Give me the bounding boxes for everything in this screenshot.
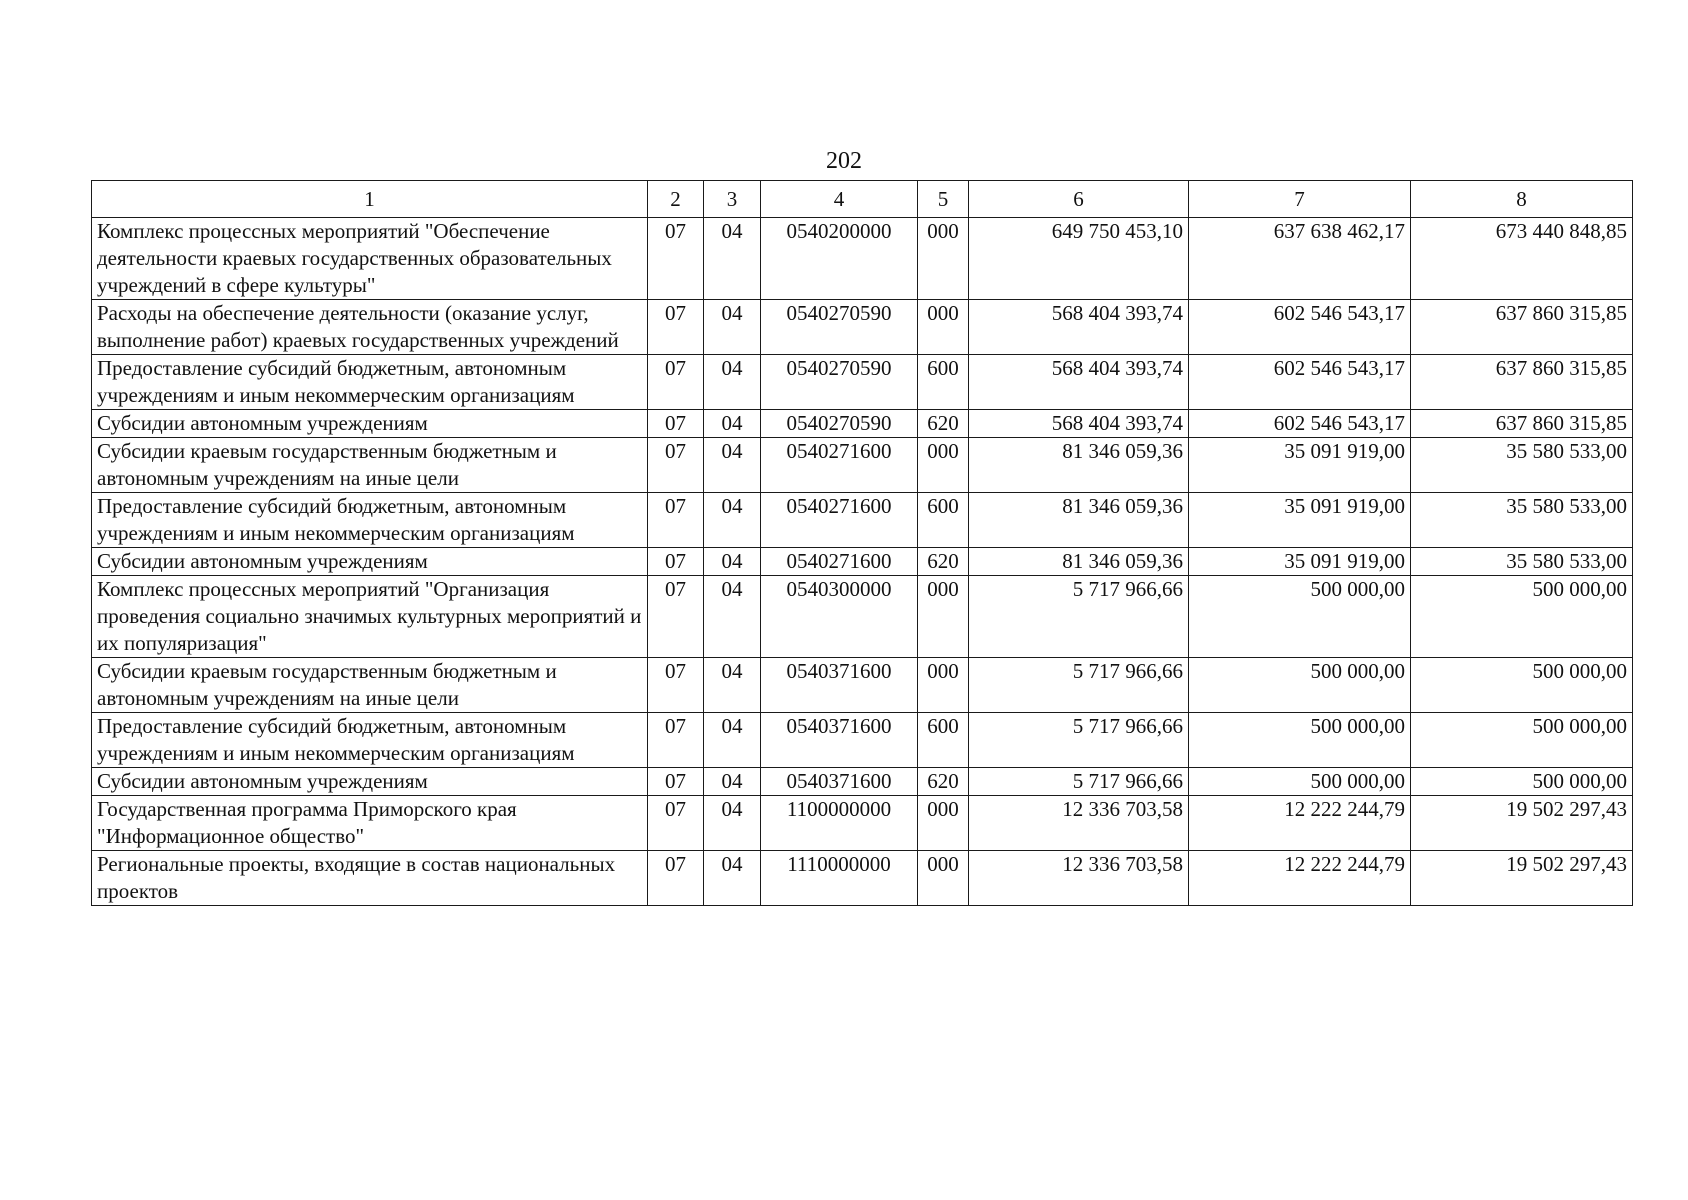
row-expense-type: 620 [918,768,969,796]
table-row [92,438,1633,493]
column-header: 1 [92,181,648,218]
row-amount-6: 568 404 393,74 [969,300,1189,355]
row-subsection: 04 [704,768,761,796]
row-amount-7: 602 546 543,17 [1189,300,1411,355]
row-amount-6: 568 404 393,74 [969,410,1189,438]
table-row [92,548,1633,576]
row-section: 07 [648,713,704,768]
row-subsection: 04 [704,796,761,851]
table-row [92,410,1633,438]
row-amount-8: 35 580 533,00 [1411,438,1633,493]
row-amount-8: 19 502 297,43 [1411,851,1633,906]
column-header: 5 [918,181,969,218]
row-amount-8: 500 000,00 [1411,768,1633,796]
row-section: 07 [648,851,704,906]
row-expense-type: 620 [918,410,969,438]
budget-table [91,180,1633,906]
row-section: 07 [648,768,704,796]
row-amount-6: 81 346 059,36 [969,493,1189,548]
row-amount-8: 673 440 848,85 [1411,218,1633,300]
row-target-code: 0540271600 [761,493,918,548]
row-subsection: 04 [704,713,761,768]
row-name: Субсидии автономным учреждениям [92,768,648,796]
row-amount-6: 5 717 966,66 [969,576,1189,658]
row-amount-8: 637 860 315,85 [1411,355,1633,410]
row-section: 07 [648,493,704,548]
row-expense-type: 600 [918,713,969,768]
row-name: Предоставление субсидий бюджетным, автономным учреждениям и иным некоммерческим организациям [92,355,648,410]
row-section: 07 [648,576,704,658]
table-row [92,576,1633,658]
table-row [92,658,1633,713]
row-amount-7: 602 546 543,17 [1189,355,1411,410]
row-amount-6: 12 336 703,58 [969,851,1189,906]
row-amount-8: 19 502 297,43 [1411,796,1633,851]
row-target-code: 0540300000 [761,576,918,658]
table-row [92,713,1633,768]
row-subsection: 04 [704,548,761,576]
row-amount-8: 500 000,00 [1411,658,1633,713]
row-amount-7: 637 638 462,17 [1189,218,1411,300]
row-target-code: 0540200000 [761,218,918,300]
row-subsection: 04 [704,658,761,713]
row-amount-8: 637 860 315,85 [1411,410,1633,438]
row-name: Субсидии краевым государственным бюджетным и автономным учреждениям на иные цели [92,658,648,713]
row-target-code: 0540371600 [761,658,918,713]
table-row [92,355,1633,410]
row-amount-6: 81 346 059,36 [969,548,1189,576]
row-name: Региональные проекты, входящие в состав национальных проектов [92,851,648,906]
table-row [92,796,1633,851]
column-header: 7 [1189,181,1411,218]
row-amount-6: 5 717 966,66 [969,768,1189,796]
row-amount-6: 12 336 703,58 [969,796,1189,851]
row-amount-7: 35 091 919,00 [1189,493,1411,548]
row-expense-type: 000 [918,796,969,851]
row-target-code: 1100000000 [761,796,918,851]
row-expense-type: 600 [918,493,969,548]
row-amount-7: 12 222 244,79 [1189,796,1411,851]
row-section: 07 [648,218,704,300]
row-section: 07 [648,796,704,851]
row-amount-7: 602 546 543,17 [1189,410,1411,438]
row-amount-7: 12 222 244,79 [1189,851,1411,906]
row-target-code: 0540270590 [761,410,918,438]
column-header: 6 [969,181,1189,218]
row-subsection: 04 [704,493,761,548]
table-row [92,493,1633,548]
row-amount-7: 35 091 919,00 [1189,438,1411,493]
row-subsection: 04 [704,300,761,355]
row-amount-7: 500 000,00 [1189,658,1411,713]
row-amount-7: 500 000,00 [1189,768,1411,796]
column-header: 3 [704,181,761,218]
row-section: 07 [648,410,704,438]
row-amount-8: 35 580 533,00 [1411,493,1633,548]
row-amount-6: 568 404 393,74 [969,355,1189,410]
page-number: 202 [826,148,862,174]
column-header: 4 [761,181,918,218]
row-expense-type: 000 [918,658,969,713]
row-name: Расходы на обеспечение деятельности (оказание услуг, выполнение работ) краевых государственных учреждений [92,300,648,355]
row-amount-8: 500 000,00 [1411,713,1633,768]
header-row [92,181,1633,218]
row-section: 07 [648,658,704,713]
row-amount-8: 35 580 533,00 [1411,548,1633,576]
row-subsection: 04 [704,576,761,658]
row-amount-6: 5 717 966,66 [969,713,1189,768]
row-target-code: 0540371600 [761,713,918,768]
table-row [92,300,1633,355]
row-amount-8: 637 860 315,85 [1411,300,1633,355]
row-target-code: 0540270590 [761,300,918,355]
row-section: 07 [648,300,704,355]
row-expense-type: 000 [918,576,969,658]
row-section: 07 [648,355,704,410]
row-section: 07 [648,548,704,576]
table-row [92,768,1633,796]
row-target-code: 0540371600 [761,768,918,796]
row-amount-6: 649 750 453,10 [969,218,1189,300]
row-amount-6: 81 346 059,36 [969,438,1189,493]
row-amount-7: 500 000,00 [1189,713,1411,768]
row-expense-type: 000 [918,218,969,300]
row-section: 07 [648,438,704,493]
row-name: Субсидии автономным учреждениям [92,410,648,438]
row-amount-8: 500 000,00 [1411,576,1633,658]
row-amount-7: 500 000,00 [1189,576,1411,658]
table-row [92,218,1633,300]
row-target-code: 1110000000 [761,851,918,906]
row-subsection: 04 [704,410,761,438]
row-amount-7: 35 091 919,00 [1189,548,1411,576]
row-name: Комплекс процессных мероприятий "Организация проведения социально значимых культурных мероприятий и их популяризация" [92,576,648,658]
row-name: Предоставление субсидий бюджетным, автономным учреждениям и иным некоммерческим организациям [92,493,648,548]
row-name: Предоставление субсидий бюджетным, автономным учреждениям и иным некоммерческим организациям [92,713,648,768]
row-name: Субсидии краевым государственным бюджетным и автономным учреждениям на иные цели [92,438,648,493]
row-name: Комплекс процессных мероприятий "Обеспечение деятельности краевых государственных образовательных учреждений в сфере культуры" [92,218,648,300]
column-header: 8 [1411,181,1633,218]
row-subsection: 04 [704,355,761,410]
row-expense-type: 600 [918,355,969,410]
row-target-code: 0540270590 [761,355,918,410]
table-row [92,851,1633,906]
row-target-code: 0540271600 [761,548,918,576]
row-expense-type: 620 [918,548,969,576]
row-subsection: 04 [704,438,761,493]
row-expense-type: 000 [918,851,969,906]
row-target-code: 0540271600 [761,438,918,493]
column-header: 2 [648,181,704,218]
row-amount-6: 5 717 966,66 [969,658,1189,713]
row-name: Государственная программа Приморского края "Информационное общество" [92,796,648,851]
row-expense-type: 000 [918,438,969,493]
row-expense-type: 000 [918,300,969,355]
row-subsection: 04 [704,851,761,906]
row-subsection: 04 [704,218,761,300]
row-name: Субсидии автономным учреждениям [92,548,648,576]
